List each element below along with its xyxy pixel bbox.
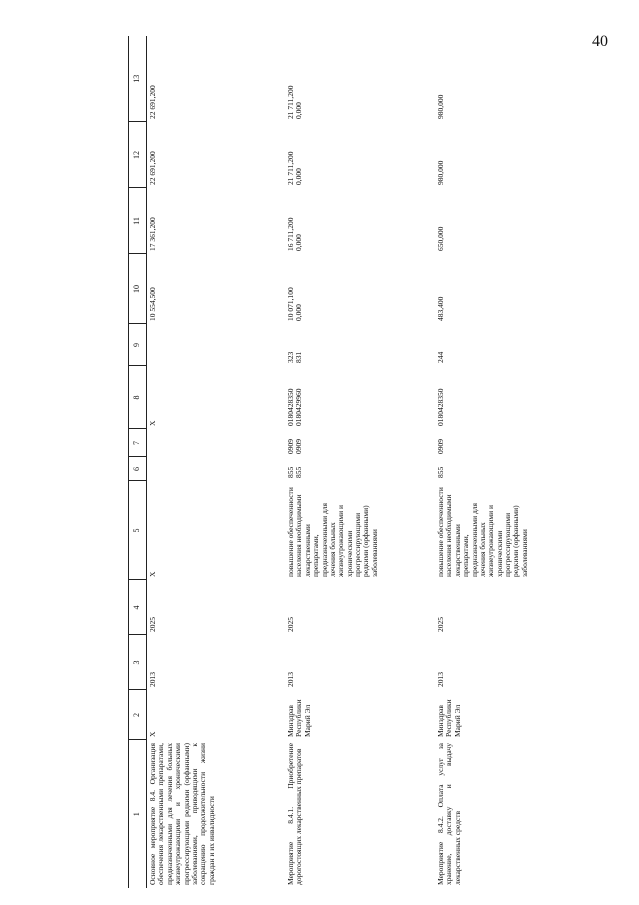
header-row [129,36,147,888]
amount-line: 21 711,200 [285,151,295,185]
activity-name: Мероприятие 8.4.2. Оплата услуг за хранение, доставку и выдачу лекарственных средств [435,743,462,885]
end-year: 2025 [285,617,295,632]
executor: Минздрав Республики Марий Эл [285,699,312,737]
amount-line: 21 711,200 [285,85,295,119]
executor: X [147,731,157,737]
amount-col-10: 10 554,500 [147,287,157,321]
code-line: 0180429960 [294,388,304,426]
section-code [146,429,285,457]
section-code [285,429,435,457]
amount-col-11: 17 361,200 [147,217,157,251]
expected-result: повышение обеспеченности населения необходимыми лекарственными препаратами, предназначенными для лечения больных жизнеугрожающими и хроническими прогрессирующими редкими (орфанными) заболеваниями [285,487,379,577]
amount-col-13: 980,000 [435,94,445,119]
start-year: 2013 [147,672,157,687]
section-code: 0909 [435,439,445,454]
start-year: 2013 [435,672,445,687]
end-year: 2025 [435,617,445,632]
target-article-code: 0180428350 [435,388,445,426]
expense-type-code: 244 [435,351,445,363]
header-cell: 12 [129,122,147,188]
header-cell: 10 [129,254,147,324]
header-cell: 11 [129,188,147,254]
expense-type-code [285,324,435,366]
header-cell: 6 [129,457,147,481]
executor: Минздрав Республики Марий Эл [435,699,462,737]
header-cell: 3 [129,635,147,690]
code-line: 855 [294,466,304,478]
table-row [285,36,435,888]
grbs-code [285,457,435,481]
table-row [146,36,285,888]
header-cell: 13 [129,36,147,122]
target-article-code [285,366,435,429]
activity-name: Мероприятие 8.4.1. Приобретение дорогостоящих лекарственных препаратов [285,743,304,885]
amount-col-13 [285,36,435,122]
amount-line: 0,000 [294,234,304,251]
expense-type-code [146,324,285,366]
code-line: 0909 [285,439,295,454]
code-line: 323 [285,351,295,363]
amount-col-12: 980,000 [435,160,445,185]
header-cell: 8 [129,366,147,429]
header-cell: 7 [129,429,147,457]
amount-line: 0,000 [294,304,304,321]
expected-result: повышение обеспеченности населения необходимыми лекарственными препаратами, предназначенными для лечения больных жизнеугрожающими и хроническими прогрессирующими редкими (орфанными) заболеваниями [435,487,529,577]
amount-col-13: 22 691,200 [147,85,157,119]
amount-line: 10 071,100 [285,287,295,321]
code-line: 855 [285,466,295,478]
amount-line: 16 711,200 [285,217,295,251]
page-number: 40 [592,33,608,50]
expected-result: X [147,571,157,577]
header-cell: 2 [129,690,147,740]
grbs-code: 855 [435,466,445,478]
amount-col-11: 650,000 [435,226,445,251]
header-cell: 1 [129,740,147,888]
end-year: 2025 [147,617,157,632]
amount-col-11 [285,188,435,254]
start-year: 2013 [285,672,295,687]
table-row [435,36,599,888]
amount-col-12: 22 691,200 [147,151,157,185]
amount-col-12 [285,122,435,188]
target-article-code: X [147,420,157,426]
header-cell: 5 [129,481,147,580]
header-cell: 4 [129,580,147,635]
amount-col-10: 483,400 [435,296,445,321]
activity-name: Основное мероприятие 8.4. Организация обеспечения лекарственными препаратами, предназначенными для лечения больных жизнеугрожающими и хроническими прогрессирующими редкими (орфанными) заболеваниями, приводящими к сокращению продолжительности жизни граждан и их инвалидности [147,743,216,885]
grbs-code [146,457,285,481]
rotated-table-container [128,56,606,888]
amount-line: 0,000 [294,102,304,119]
amount-line: 0,000 [294,168,304,185]
code-line: 831 [294,351,304,363]
amount-col-10 [285,254,435,324]
budget-table [128,36,599,888]
header-cell: 9 [129,324,147,366]
code-line: 0180428350 [285,388,295,426]
code-line: 0909 [294,439,304,454]
